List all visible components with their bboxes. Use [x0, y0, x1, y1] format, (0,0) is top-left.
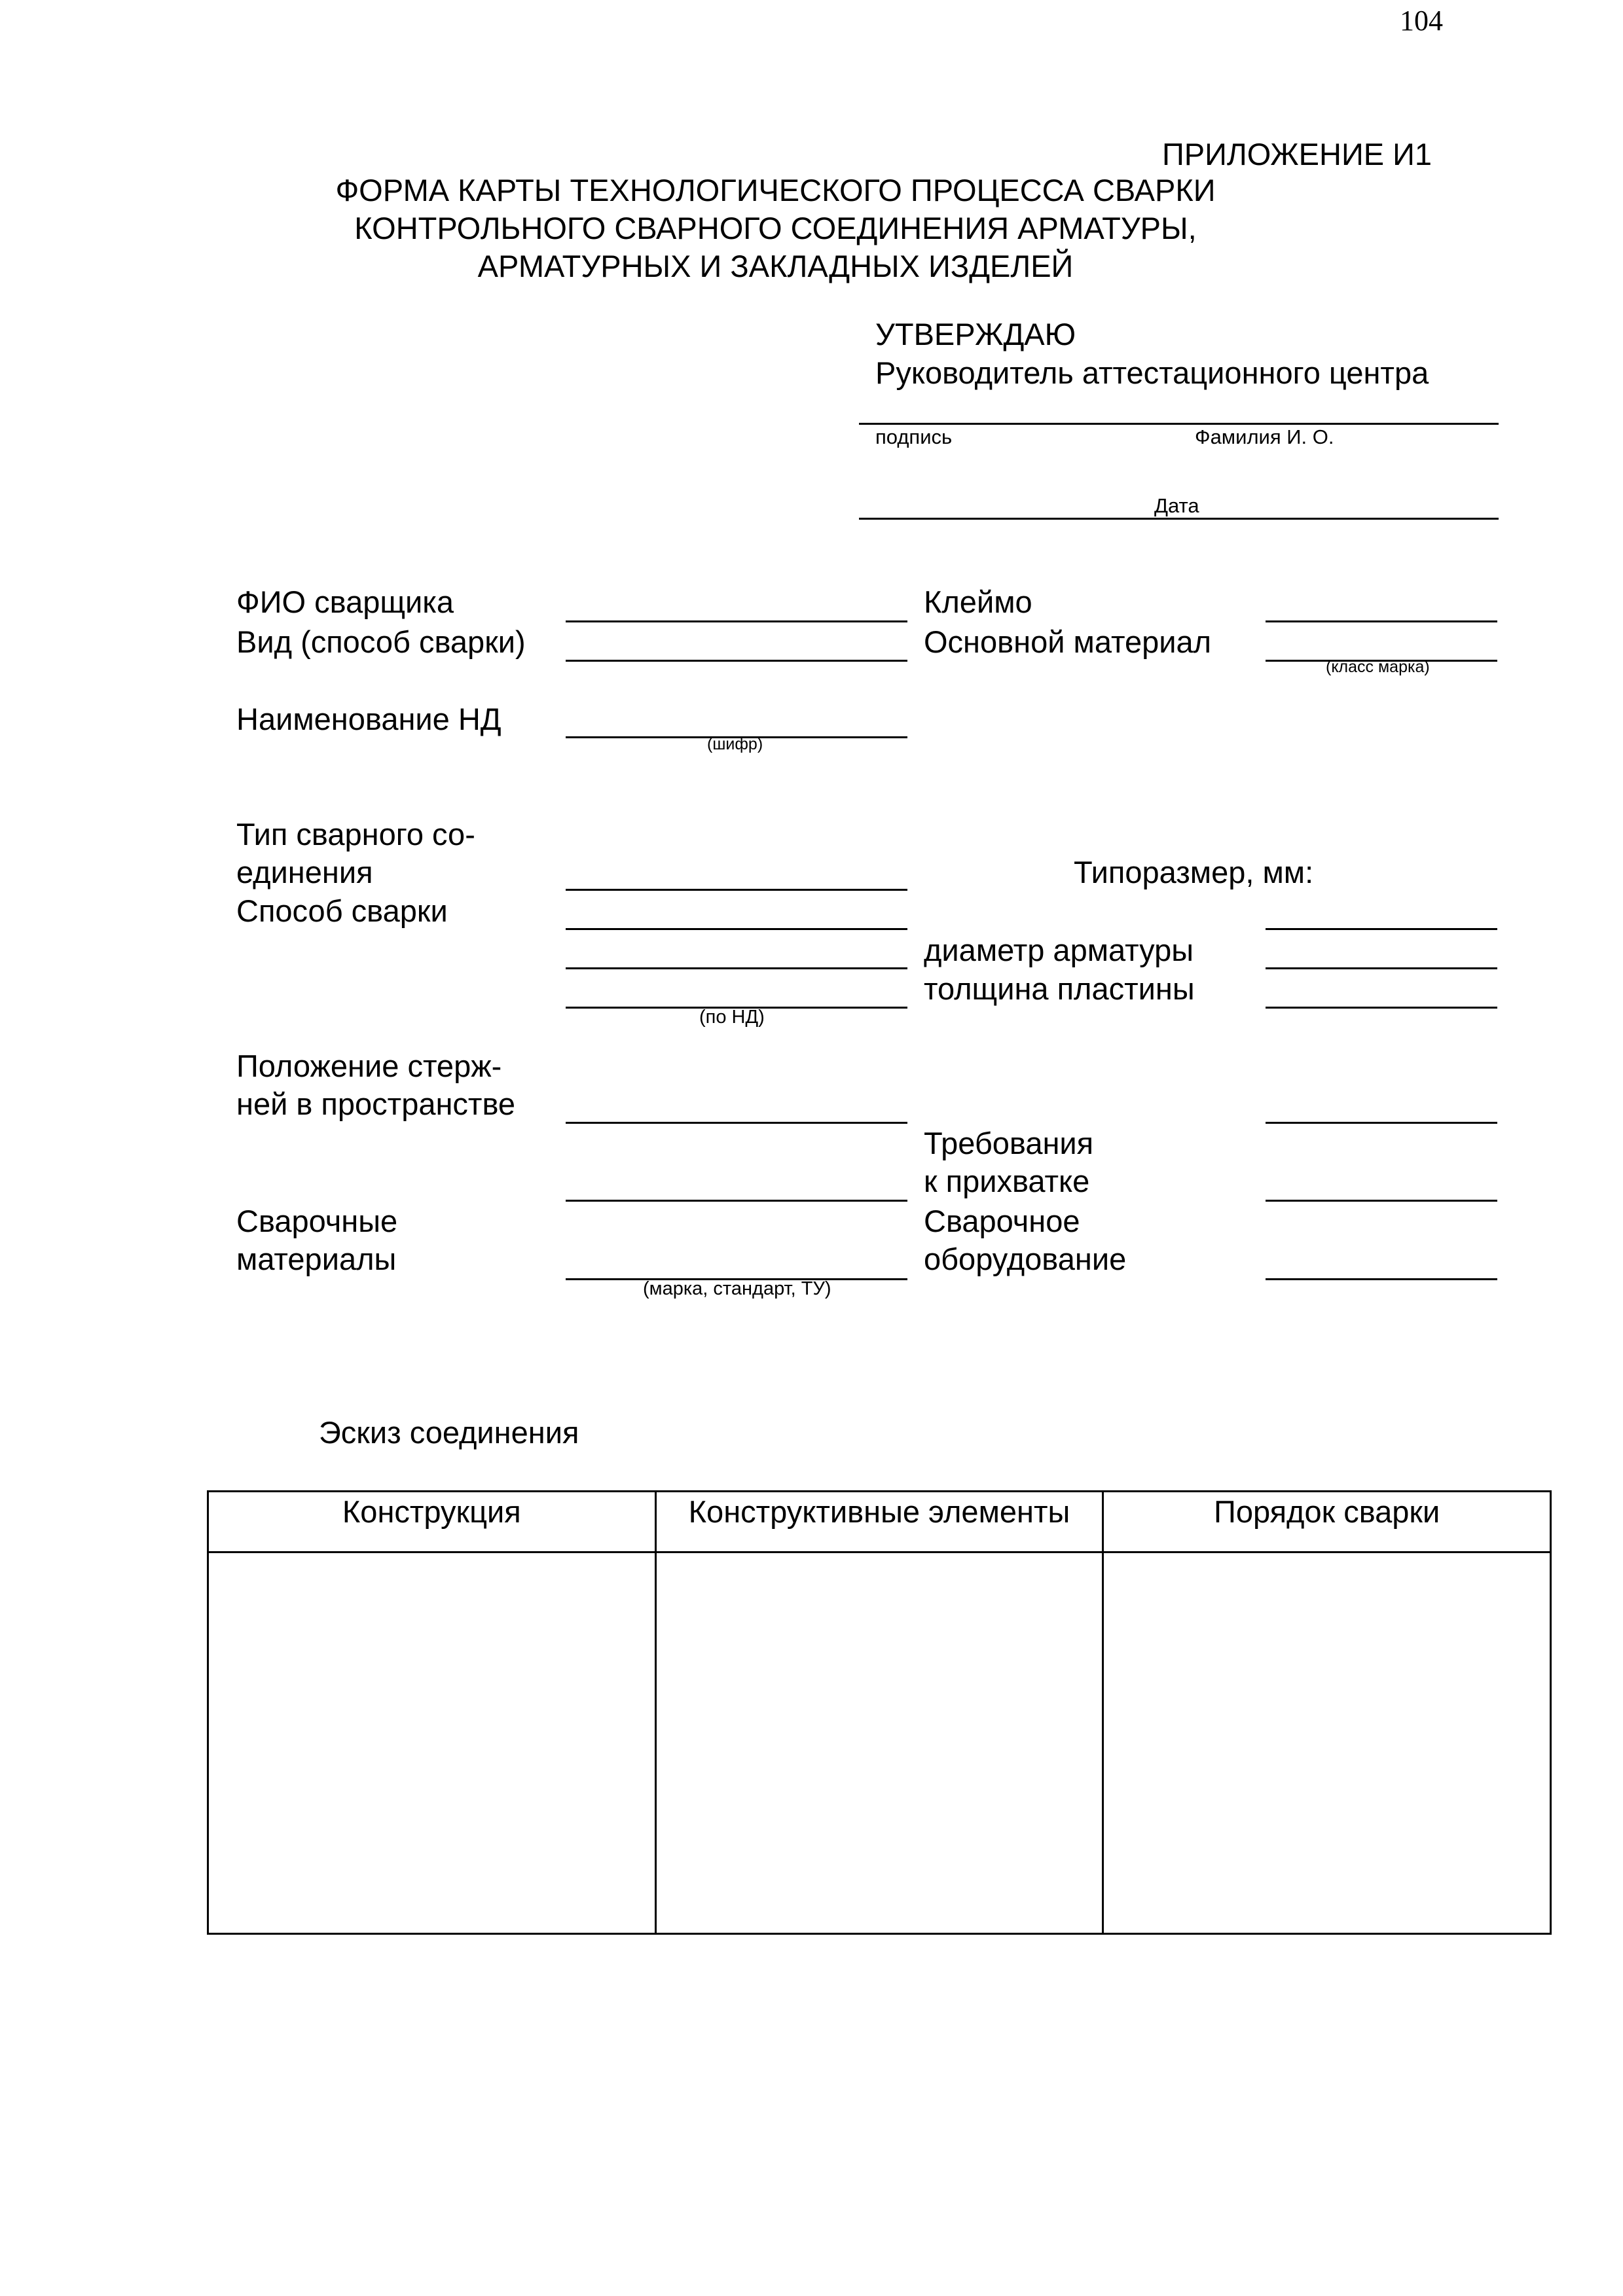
size-field-top[interactable]: [1266, 928, 1497, 930]
joint-type-label-1: Тип сварного со-: [236, 817, 475, 852]
appendix-label: ПРИЛОЖЕНИЕ И1: [1162, 137, 1432, 171]
page-number: 104: [1400, 5, 1443, 37]
consumables-hint: (марка, стандарт, ТУ): [643, 1278, 831, 1299]
equipment-field[interactable]: [1266, 1278, 1497, 1280]
approval-position: Руководитель аттестационного центра: [875, 355, 1429, 390]
sketch-table: [207, 1490, 1552, 1935]
rod-position-label-2: ней в пространстве: [236, 1086, 516, 1121]
tack-req-field[interactable]: [1266, 1200, 1497, 1202]
signature-caption: подпись: [875, 425, 953, 448]
name-caption: Фамилия И. О.: [1195, 425, 1334, 448]
date-line: [859, 518, 1499, 520]
consumables-label-2: материалы: [236, 1242, 397, 1276]
approval-heading: УТВЕРЖДАЮ: [875, 317, 1076, 351]
rebar-diameter-label: диаметр арматуры: [924, 933, 1194, 967]
column-header-construction: Конструкция: [208, 1492, 656, 1552]
rod-position-field[interactable]: [566, 1122, 907, 1124]
rebar-diameter-field[interactable]: [1266, 967, 1497, 969]
standard-size-label: Типоразмер, мм:: [1074, 855, 1314, 889]
joint-type-label-2: единения: [236, 855, 373, 889]
rod-position-right-field[interactable]: [1266, 1122, 1497, 1124]
tack-req-label-1: Требования: [924, 1126, 1094, 1160]
welder-name-label: ФИО сварщика: [236, 584, 454, 619]
column-header-welding-order: Порядок сварки: [1103, 1492, 1551, 1552]
column-header-elements: Конструктивные элементы: [655, 1492, 1103, 1552]
equipment-label-2: оборудование: [924, 1242, 1127, 1276]
rod-position-label-1: Положение стерж-: [236, 1049, 502, 1083]
class-grade-hint: (класс марка): [1326, 658, 1430, 676]
welding-method-field-2[interactable]: [566, 967, 907, 969]
welding-method-label: Способ сварки: [236, 893, 448, 928]
plate-thickness-label: толщина пластины: [924, 971, 1195, 1006]
sketch-cell-welding-order[interactable]: [1103, 1552, 1551, 1934]
form-title-line-3: АРМАТУРНЫХ И ЗАКЛАДНЫХ ИЗДЕЛЕЙ: [477, 249, 1074, 283]
signature-line: [859, 423, 1499, 425]
sketch-title: Эскиз соединения: [319, 1415, 579, 1450]
form-title-line-2: КОНТРОЛЬНОГО СВАРНОГО СОЕДИНЕНИЯ АРМАТУРЫ,: [354, 211, 1197, 245]
consumables-label-1: Сварочные: [236, 1204, 398, 1238]
welding-type-field[interactable]: [566, 660, 907, 662]
sketch-cell-elements[interactable]: [655, 1552, 1103, 1934]
welding-method-field-1[interactable]: [566, 928, 907, 930]
equipment-label-1: Сварочное: [924, 1204, 1080, 1238]
joint-type-field[interactable]: [566, 889, 907, 891]
welder-name-field[interactable]: [566, 620, 907, 622]
stamp-label: Клеймо: [924, 584, 1032, 619]
date-caption: Дата: [1154, 494, 1199, 517]
tack-left-field[interactable]: [566, 1200, 907, 1202]
sketch-cell-construction[interactable]: [208, 1552, 656, 1934]
by-nd-hint: (по НД): [699, 1007, 765, 1028]
cipher-hint: (шифр): [707, 735, 763, 753]
plate-thickness-field[interactable]: [1266, 1007, 1497, 1009]
nd-name-label: Наименование НД: [236, 702, 501, 736]
welding-type-label: Вид (способ сварки): [236, 624, 526, 659]
stamp-field[interactable]: [1266, 620, 1497, 622]
tack-req-label-2: к прихватке: [924, 1164, 1090, 1198]
form-title-line-1: ФОРМА КАРТЫ ТЕХНОЛОГИЧЕСКОГО ПРОЦЕССА СВАРКИ: [335, 173, 1216, 207]
base-material-label: Основной материал: [924, 624, 1212, 659]
